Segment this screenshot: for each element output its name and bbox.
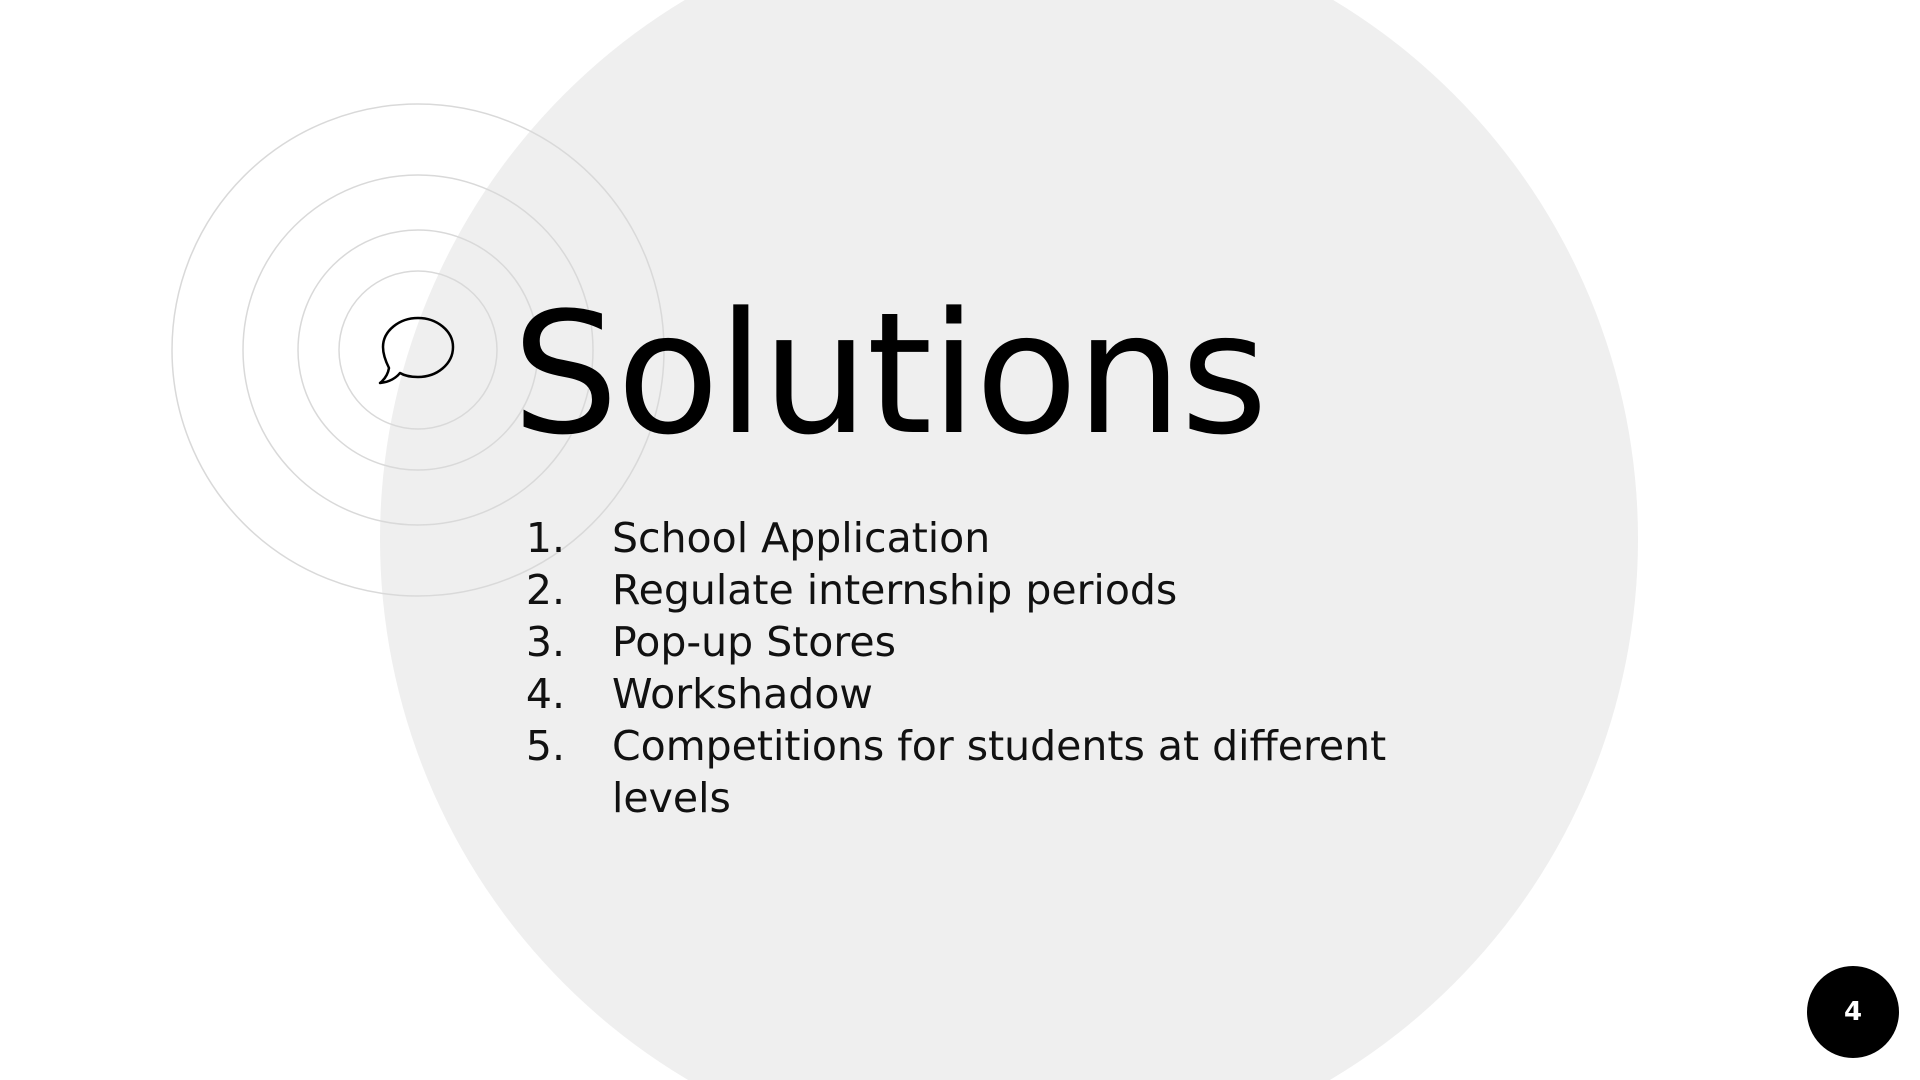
- ring-small: [339, 271, 497, 429]
- speech-bubble-icon: [380, 318, 453, 383]
- list-item-text: Regulate internship periods: [612, 566, 1178, 614]
- list-item: [520, 668, 1440, 720]
- list-item: [520, 616, 1440, 668]
- list-item: [520, 720, 1440, 824]
- list-item-text: Workshadow: [612, 670, 873, 718]
- slide-title: Solutions: [512, 276, 1266, 472]
- list-item-number: 1.: [525, 514, 565, 562]
- page-number: 4: [1843, 997, 1863, 1027]
- list-item-number: 2.: [525, 566, 565, 614]
- list-item-number: 5.: [525, 722, 565, 770]
- list-item-text: Competitions for students at different levels: [612, 722, 1387, 822]
- ring-medium: [298, 230, 538, 470]
- solutions-list: [520, 512, 1440, 824]
- list-item-number: 3.: [525, 618, 565, 666]
- list-item-number: 4.: [525, 670, 565, 718]
- list-item: [520, 512, 1440, 564]
- list-item: [520, 564, 1440, 616]
- list-item-text: School Application: [612, 514, 991, 562]
- page-number-badge: [1807, 966, 1899, 1058]
- list-item-text: Pop-up Stores: [612, 618, 896, 666]
